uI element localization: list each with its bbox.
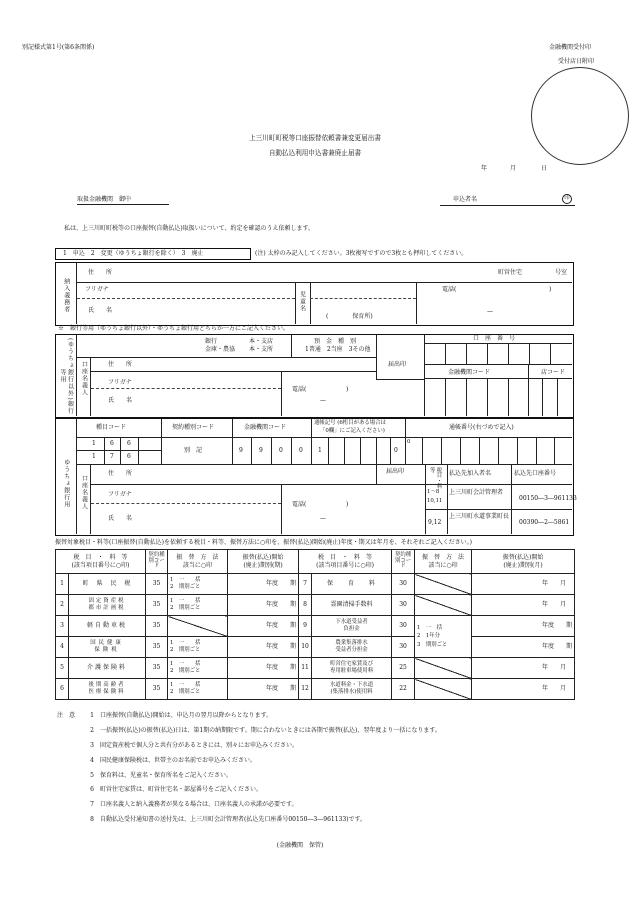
note-number: 3: [90, 741, 94, 749]
note-number: 8: [90, 816, 94, 824]
method-per-period[interactable]: 2 期別ごと: [170, 584, 201, 590]
form-title: 上三川町町税等口座振替依頼書兼変更届出書: [249, 134, 381, 142]
col-start-left: 振替(払込)開始 (廃止)期別(期): [228, 550, 299, 574]
branch-code-label: 店コード: [541, 369, 566, 376]
bank-code-label: 金融機関コード: [448, 369, 491, 376]
payer-name-label: 氏 名: [88, 307, 113, 314]
type-options[interactable]: 1 申込 2 変更（ゆうちょ銀行を除く） 3 廃止: [63, 250, 204, 257]
bank-holder-label: 口座名義人: [80, 361, 88, 396]
tax-no[interactable]: 7: [299, 574, 312, 595]
start-period: 年度 期: [228, 595, 299, 616]
tax-row[interactable]: [56, 616, 575, 637]
method-annual[interactable]: 2 1年分: [417, 633, 441, 640]
tax-name: 介護保険料: [69, 658, 146, 679]
method-per-period[interactable]: 2 期別ごと: [170, 668, 201, 674]
date-month: 月: [510, 165, 517, 172]
yucho-block: [55, 418, 577, 536]
type-box: [55, 248, 251, 260]
tax-name: 下水道受益者 負担金: [312, 616, 392, 637]
tax-code: 35: [146, 595, 168, 616]
tax-no[interactable]: 8: [299, 595, 312, 616]
tax-no[interactable]: 1: [56, 574, 69, 595]
tax-name: 軽自動車税: [69, 616, 146, 637]
account-no-label: 口 座 番 号: [473, 335, 516, 342]
note-text: 固定資産税で個人分と共有分があるときには、別々にお申込みください。: [100, 741, 299, 749]
note-item: [82, 757, 602, 765]
tax-table: [55, 549, 575, 700]
yucho-seal-label: 届出印: [386, 468, 405, 475]
seal-mark: 印: [562, 194, 572, 204]
payer-label: 納入義務者: [62, 277, 70, 313]
method-per-period[interactable]: 2 期別ごと: [170, 647, 201, 653]
bank-seal-label: 届出印: [388, 361, 407, 368]
symbol-label-1: 通帳記号 (6桁目がある場合は: [314, 420, 386, 426]
method-na: [415, 574, 472, 595]
tax-no[interactable]: 3: [56, 616, 69, 637]
tax-no[interactable]: 12: [299, 679, 312, 700]
yucho-bank-digit: 0: [299, 447, 303, 454]
tax-code: 30: [392, 637, 415, 658]
tax-no[interactable]: 6: [56, 679, 69, 700]
tax-code: 35: [146, 616, 168, 637]
note-text: 保育料は、児童名・保育所名をご記入ください。: [100, 771, 233, 779]
tax-name: 町 県 民 税: [69, 574, 146, 595]
note-text: 国民健康保険税は、世帯主のお名前でお申込みください。: [100, 756, 257, 764]
kind-digit: 7: [110, 453, 114, 460]
tax-name: 町営住宅家賃及び 専用駐車場使用料: [312, 658, 392, 679]
bank-section-note: ※ 銀行等用（ゆうちょ銀行以外）・ゆうちょ銀行用どちらか一方にご記入ください。: [58, 325, 290, 332]
kind-digit: 1: [92, 440, 96, 447]
yucho-bank-digit: 9: [239, 447, 243, 454]
method-lump[interactable]: 1 一 括: [170, 639, 201, 646]
method-na: [415, 658, 472, 679]
tax-instruction: 振替対象税目・料等(口座振替(自動払込)を依頼する税目・料等、振替方法に○印を、振替(払込)開始(廃止)年度・期又は年月を、それぞれご記入ください。): [55, 539, 472, 546]
deposit-type-options[interactable]: 1普通 2当座 3その他: [305, 346, 371, 353]
tax-no[interactable]: 2: [56, 595, 69, 616]
yucho-holder-col: 払込先加入者名: [449, 470, 492, 477]
kind-digit: 6: [110, 440, 114, 447]
start-period: 年度 期: [472, 616, 575, 637]
start-period: 年度 期: [228, 637, 299, 658]
payer-block: [55, 262, 574, 326]
tax-row[interactable]: [56, 595, 575, 616]
note-item: [82, 786, 602, 794]
tax-row[interactable]: [56, 658, 575, 679]
note-text: 町営住宅家賃は、町営住宅名・部屋番号をご記入ください。: [100, 786, 263, 794]
yucho-side-label: ゆうちょ銀行用: [62, 458, 70, 508]
tax-name: 霊園清掃手数料: [312, 595, 392, 616]
bank-kind-coop: 金庫・農協: [205, 346, 236, 353]
tax-code: 30: [392, 595, 415, 616]
addressee: 取扱金融機関 御中: [77, 196, 169, 205]
tax-code: 22: [392, 679, 415, 700]
zero-column-label: 0: [407, 439, 411, 445]
col-method-right: 振 替 方 法 該当に○印: [415, 550, 472, 574]
tax-no[interactable]: 9: [299, 616, 312, 637]
tax-code: 30: [392, 574, 415, 595]
tax-name: 固定資産税 都市計画税: [69, 595, 146, 616]
note-item: [82, 801, 602, 809]
bank-phone-close: ): [346, 386, 349, 393]
yucho-name-label: 氏 名: [108, 515, 133, 522]
start-period: 年度 期: [472, 637, 575, 658]
tax-code: 25: [392, 658, 415, 679]
note-item: [82, 816, 602, 824]
yucho-row-number: 00150―3―961133: [519, 495, 577, 502]
branch-stamp-label: 受付店日附印: [558, 58, 595, 65]
yucho-phone-dash: —: [320, 515, 326, 522]
col-method: 振 替 方 法 該当に○印: [168, 550, 228, 574]
col-code: 契約種別コード: [146, 550, 168, 574]
note-text: 一括振替(払込)の振替(払込)日は、第1期の納期限です。期に合わないときには各期で振替(払込)、翌年度より一括になります。: [100, 726, 441, 734]
note-number: 4: [90, 756, 94, 764]
method-per-period[interactable]: 2 期別ごと: [170, 605, 201, 611]
start-period: 年度 期: [228, 616, 299, 637]
form-id: 別記様式第1号(第6条関係): [22, 44, 95, 51]
tax-code: 30: [392, 616, 415, 637]
yucho-row-holder: 上三川町会計管理者: [449, 489, 504, 496]
kind-digit: 6: [127, 440, 131, 447]
method-lump[interactable]: 1 一 括: [170, 576, 201, 583]
passbook-number-label: 通帳番号(右づめで記入): [449, 424, 514, 431]
bank-name-label: 氏 名: [108, 397, 133, 404]
note-item: [82, 727, 602, 735]
tax-name: 後期高齢者 医療保険料: [69, 679, 146, 700]
bank-block: [55, 334, 574, 418]
method-na: [415, 679, 472, 700]
kind-digit: 1: [92, 453, 96, 460]
start-period: 年度 期: [228, 574, 299, 595]
col-start-right: 振替(払込)開始 (廃止)期別(月): [472, 550, 575, 574]
yucho-address-label: 住 所: [108, 470, 133, 477]
notes-list: [82, 712, 602, 831]
start-month: 年 月: [472, 658, 575, 679]
method-lump[interactable]: 1 一 括: [417, 625, 443, 632]
method-na: [168, 616, 228, 637]
method-lump[interactable]: 1 一 括: [170, 660, 201, 667]
date-year: 年: [481, 165, 488, 172]
applicant-line: [440, 205, 575, 206]
bank-kind-bank: 銀行: [205, 338, 218, 345]
yucho-row-number: 00390―2―5861: [519, 519, 570, 526]
yucho-bank-code-label: 金融機関コード: [244, 424, 287, 431]
method-per-period[interactable]: 2 期別ごと: [170, 689, 201, 695]
tax-name: 国民健康 保険税: [69, 637, 146, 658]
yucho-row-holder: 上三川町水道事業町長: [449, 513, 510, 520]
start-month: 年 月: [472, 595, 575, 616]
nursery-label: ( 保育所): [326, 313, 373, 320]
yucho-row-tax: 1～8 10,11: [427, 489, 443, 504]
symbol-label-2: 「0欄」にご記入ください): [320, 428, 385, 434]
note-text: 口座振替(自動払込)開始は、申込月の翌月以降からとなります。: [100, 712, 273, 719]
note-item: [82, 742, 602, 750]
yucho-bank-digit: 0: [279, 447, 283, 454]
tax-no[interactable]: 11: [299, 658, 312, 679]
note-number: 5: [90, 771, 94, 779]
bank-furigana-label: フリガナ: [108, 379, 132, 386]
note-number: 7: [90, 801, 94, 809]
start-month: 年 月: [472, 574, 575, 595]
method-per-period[interactable]: 3 期別ごと: [417, 641, 448, 648]
method-lump[interactable]: 1 一 括: [170, 597, 201, 604]
type-note: (注) 太枠のみ記入してください。3枚複写ですので3枚とも押印してください。: [255, 250, 468, 257]
tax-code: 35: [146, 637, 168, 658]
tax-name: 農業集落排水 受益者分担金: [312, 637, 392, 658]
yucho-holder-label: 口座名義人: [80, 475, 88, 510]
start-month: 年 月: [472, 679, 575, 700]
kind-code-label: 種目コード: [96, 424, 127, 431]
yucho-bank-digit: 9: [259, 447, 263, 454]
payer-furigana-label: フリガナ: [85, 286, 109, 293]
tax-no[interactable]: 4: [56, 637, 69, 658]
tax-code: 35: [146, 574, 168, 595]
yucho-phone-label: 電話(: [292, 501, 307, 508]
kind-digit: 6: [127, 453, 131, 460]
start-period: 年度 期: [228, 679, 299, 700]
bank-stamp-label: 金融機関受付印: [549, 44, 592, 51]
tax-name: 水道料金・下水道 (集落排水)使用料: [312, 679, 392, 700]
col-code-right: 契約種別コード: [392, 550, 415, 574]
town-housing-label: 町営住宅: [498, 269, 523, 276]
note-item: [82, 712, 602, 720]
yucho-furigana-label: フリガナ: [108, 491, 132, 498]
contract-value: 別 記: [184, 447, 203, 454]
applicant-label: 申込者名: [453, 196, 478, 203]
form-subtitle: 自動払込利用申込書兼廃止届書: [268, 149, 362, 157]
branch-kind-office: 本・支所: [249, 346, 274, 353]
stamp-circle: [531, 67, 629, 165]
col-tax: 税 目 ・ 料 等 (該当項目番号に○印): [56, 550, 146, 574]
footer-keep: (金融機関 保管): [276, 842, 324, 849]
bank-side-label: (ゆうちょ銀行以外)銀行等用: [59, 337, 74, 415]
start-period: 年度 期: [228, 658, 299, 679]
symbol-digit: 0: [394, 447, 398, 454]
deposit-type-label: 預 金 種 別: [314, 338, 357, 345]
bank-phone-label: 電話(: [292, 386, 307, 393]
room-no-label: 号室: [555, 269, 568, 276]
symbol-digit: 1: [318, 447, 322, 454]
note-text: 自動払込受付通知書の送付先は、上三川町会計管理者(払込先口座番号00150―3―961133)です。: [100, 816, 367, 824]
tax-name: 保 育 料: [312, 574, 392, 595]
date-day: 日: [541, 165, 548, 172]
payer-address-label: 住 所: [88, 269, 113, 276]
tax-code: 35: [146, 658, 168, 679]
notes-label: 注 意: [57, 712, 76, 719]
tax-row[interactable]: [56, 679, 575, 700]
bank-address-label: 住 所: [108, 361, 133, 368]
yucho-tax-label: 税目・料等: [428, 467, 442, 489]
col-tax-right: 税 目 ・ 料 等 (該当項目番号に○印): [299, 550, 392, 574]
tax-code: 35: [146, 679, 168, 700]
note-item: [82, 772, 602, 780]
bank-phone-dash: —: [320, 397, 326, 404]
yucho-number-col: 払込先口座番号: [514, 470, 557, 477]
payer-phone-dash: —: [487, 308, 493, 315]
note-number: 6: [90, 786, 94, 794]
note-number: 1: [90, 712, 94, 719]
tax-row[interactable]: [56, 574, 575, 595]
branch-kind-branch: 本・支店: [249, 338, 274, 345]
note-number: 2: [90, 726, 94, 734]
intro-text: 私は、上三川町町税等の口座振替(自動払込)取扱いについて、約定を確認のうえ依頼します。: [64, 225, 314, 232]
tax-no[interactable]: 5: [56, 658, 69, 679]
tax-row[interactable]: [56, 637, 575, 658]
payer-phone-label: 電話(: [442, 286, 457, 293]
yucho-phone-close: ): [346, 501, 349, 508]
contract-code-label: 契約種別コード: [172, 424, 215, 431]
note-text: 口座名義人と納入義務者が異なる場合は、口座名義人の承諾が必要です。: [100, 801, 298, 809]
child-label: 児童名: [298, 291, 306, 312]
method-lump[interactable]: 1 一 括: [170, 681, 201, 688]
method-na: [415, 595, 472, 616]
yucho-row-tax: 9,12: [428, 519, 442, 526]
payer-phone-close: ): [549, 286, 552, 293]
tax-no[interactable]: 10: [299, 637, 312, 658]
